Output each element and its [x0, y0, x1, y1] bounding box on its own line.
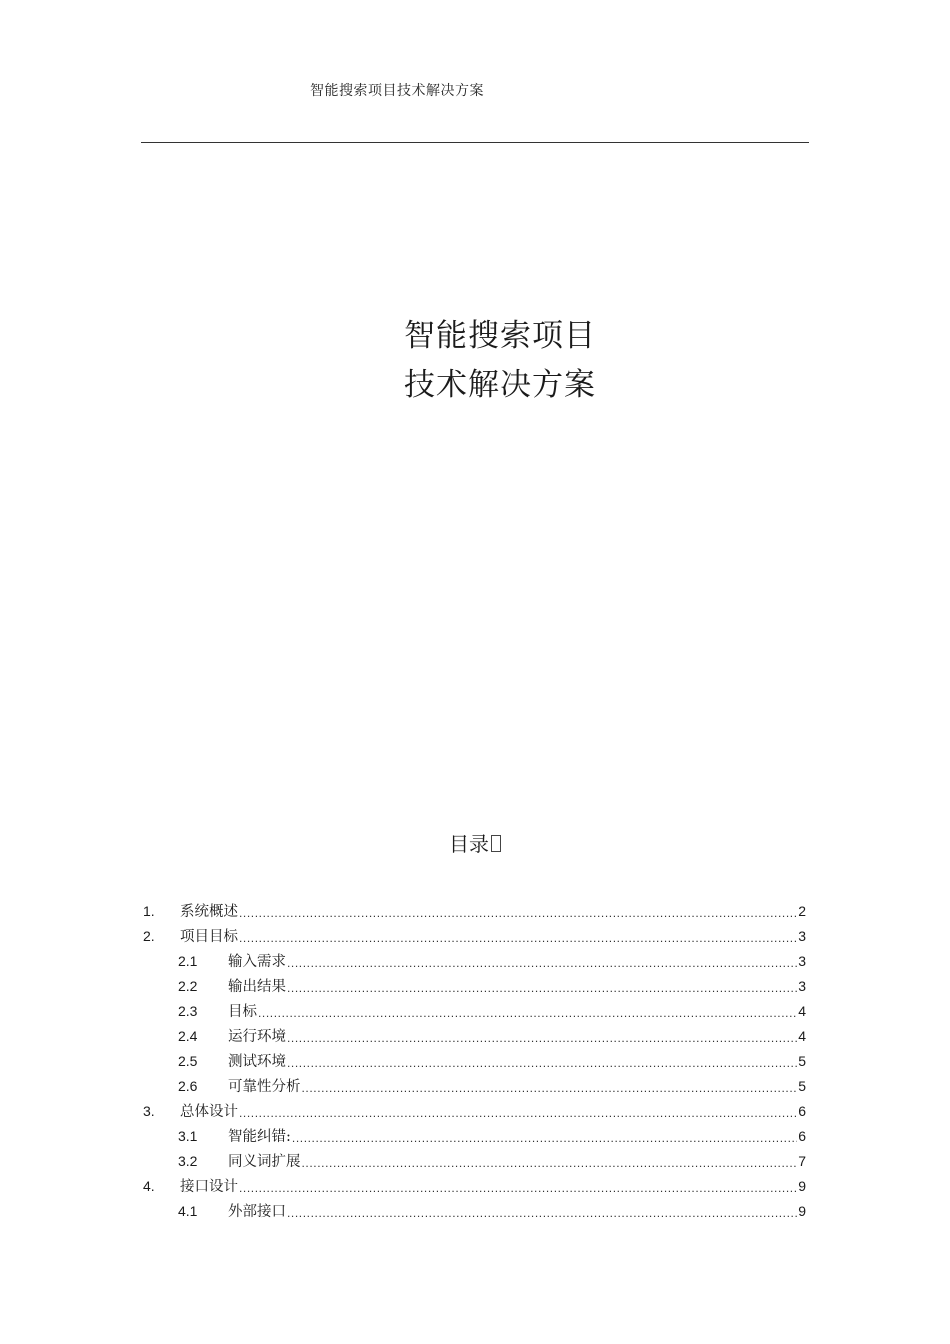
- toc-dot-leader: [287, 956, 797, 970]
- toc-dot-leader: [292, 1131, 797, 1145]
- toc-entry[interactable]: [141, 973, 806, 998]
- toc-entry-title[interactable]: 外部接口: [228, 1204, 286, 1220]
- toc-entry-title[interactable]: 项目目标: [180, 929, 238, 945]
- toc-dot-leader: [239, 1106, 797, 1120]
- toc-entry-number: 1.: [143, 902, 155, 919]
- toc-entry-page: 3: [798, 927, 806, 944]
- toc-dot-leader: [239, 906, 797, 920]
- toc-entry[interactable]: [141, 1198, 806, 1223]
- toc-entry-page: 7: [798, 1152, 806, 1169]
- toc-entry[interactable]: [141, 1048, 806, 1073]
- toc-entry-title[interactable]: 目标: [228, 1004, 257, 1020]
- toc-entry[interactable]: [141, 1073, 806, 1098]
- toc-dot-leader: [239, 1181, 797, 1195]
- toc-entry-page: 6: [798, 1102, 806, 1119]
- toc-entry-number: 2.3: [178, 1002, 198, 1019]
- toc-dot-leader: [239, 931, 797, 945]
- toc-heading: [0, 828, 950, 857]
- toc-dot-leader: [302, 1156, 798, 1170]
- toc-entry-page: 4: [798, 1027, 806, 1044]
- toc-entry-number: 3.2: [178, 1152, 198, 1169]
- toc-entry-page: 5: [798, 1077, 806, 1094]
- toc-dot-leader: [302, 1081, 798, 1095]
- toc-entry-page: 9: [798, 1177, 806, 1194]
- missing-glyph-icon: [491, 835, 501, 852]
- toc-entry[interactable]: [141, 1123, 806, 1148]
- toc-entry-title[interactable]: 系统概述: [180, 904, 238, 920]
- toc-entry-page: 3: [798, 977, 806, 994]
- toc-entry-page: 6: [798, 1127, 806, 1144]
- toc-entry-page: 2: [798, 902, 806, 919]
- toc-entry-title[interactable]: 输出结果: [228, 979, 286, 995]
- toc-entry[interactable]: [141, 998, 806, 1023]
- toc-heading-text: 目录: [449, 832, 489, 856]
- toc-entry-title[interactable]: 接口设计: [180, 1179, 238, 1195]
- toc-dot-leader: [287, 981, 797, 995]
- document-title-line-1: 智能搜索项目: [404, 318, 596, 354]
- toc-entry-number: 4.1: [178, 1202, 198, 1219]
- toc-entry-number: 4.: [143, 1177, 155, 1194]
- toc-entry-number: 3.: [143, 1102, 155, 1119]
- toc-entry[interactable]: [141, 948, 806, 973]
- toc-entry[interactable]: [141, 1173, 806, 1198]
- toc-entry[interactable]: [141, 923, 806, 948]
- document-title-line-2: 技术解决方案: [404, 367, 596, 403]
- toc-entry-page: 3: [798, 952, 806, 969]
- toc-entry-page: 5: [798, 1052, 806, 1069]
- toc-entry[interactable]: [141, 1098, 806, 1123]
- toc-dot-leader: [287, 1031, 797, 1045]
- toc-dot-leader: [258, 1006, 797, 1020]
- toc-entry-page: 9: [798, 1202, 806, 1219]
- toc-dot-leader: [287, 1056, 797, 1070]
- document-title: [0, 312, 950, 410]
- toc-entry-title[interactable]: 运行环境: [228, 1029, 286, 1045]
- toc-entry-number: 2.6: [178, 1077, 198, 1094]
- toc-entry-title[interactable]: 输入需求: [228, 954, 286, 970]
- header-rule: [141, 142, 809, 143]
- toc-entry-number: 2.2: [178, 977, 198, 994]
- toc-entry-title[interactable]: 测试环境: [228, 1054, 286, 1070]
- toc-entry-number: 2.1: [178, 952, 198, 969]
- toc-entry[interactable]: [141, 1148, 806, 1173]
- toc-entry[interactable]: [141, 1023, 806, 1048]
- running-header: 智能搜索项目技术解决方案: [310, 83, 484, 99]
- toc-dot-leader: [287, 1206, 797, 1220]
- table-of-contents: [141, 898, 806, 1223]
- toc-entry-title[interactable]: 同义词扩展: [228, 1154, 301, 1170]
- toc-entry-number: 2.5: [178, 1052, 198, 1069]
- toc-entry-title[interactable]: 可靠性分析: [228, 1079, 301, 1095]
- toc-entry-title[interactable]: 总体设计: [180, 1104, 238, 1120]
- toc-entry-page: 4: [798, 1002, 806, 1019]
- toc-entry[interactable]: [141, 898, 806, 923]
- toc-entry-title[interactable]: 智能纠错:: [228, 1129, 291, 1145]
- toc-entry-number: 2.: [143, 927, 155, 944]
- toc-entry-number: 2.4: [178, 1027, 198, 1044]
- toc-entry-number: 3.1: [178, 1127, 198, 1144]
